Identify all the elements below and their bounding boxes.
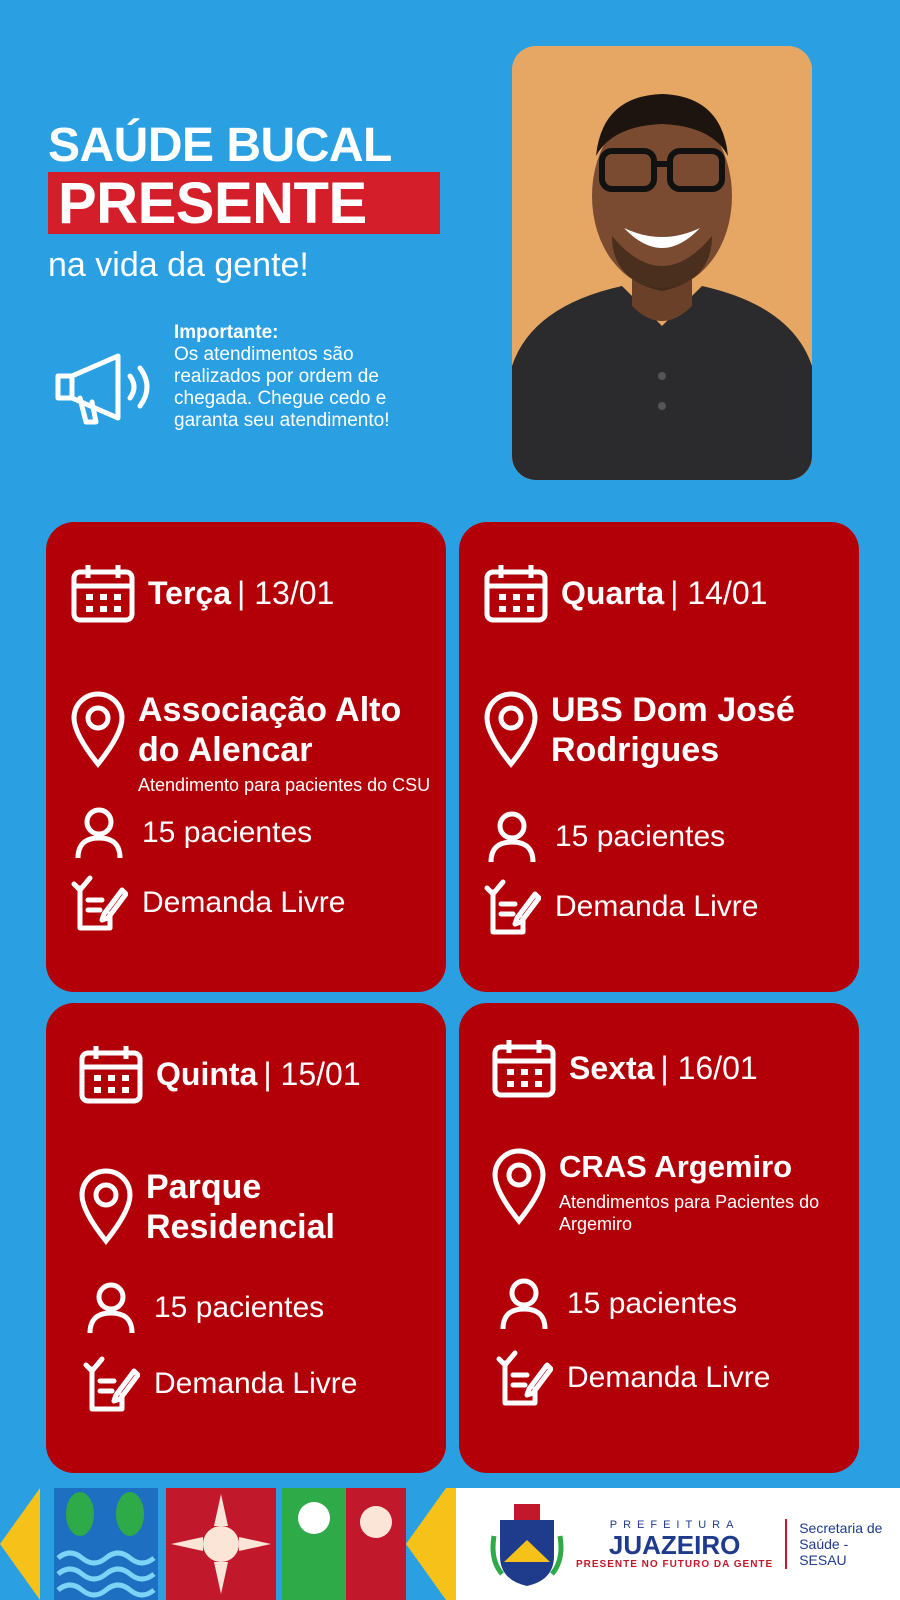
calendar-icon [70, 562, 136, 624]
schedule-card-friday [459, 1003, 859, 1473]
footer [0, 1488, 900, 1600]
place-name: CRAS Argemiro [559, 1149, 793, 1184]
demand-label: Demanda Livre [142, 886, 346, 919]
person-icon [82, 1279, 140, 1337]
city-crest-icon [490, 1500, 564, 1588]
day-label: Sexta [569, 1049, 655, 1086]
calendar-icon [483, 562, 549, 624]
checklist-icon [495, 1349, 553, 1407]
demand-label: Demanda Livre [555, 890, 759, 923]
location-pin-icon [78, 1167, 134, 1245]
person-icon [483, 808, 541, 866]
place-name: Associação Alto do Alencar [138, 691, 402, 769]
date-label: | 14/01 [670, 574, 768, 611]
checklist-icon [70, 874, 128, 932]
secretariat-label: Secretaria de Saúde - SESAU [799, 1520, 883, 1568]
day-label: Quinta [156, 1055, 258, 1092]
calendar-icon [491, 1037, 557, 1099]
schedule-card-wednesday [459, 522, 859, 992]
location-pin-icon [483, 690, 539, 768]
notice-title: Importante: [174, 322, 279, 343]
date-label: | 16/01 [660, 1049, 758, 1086]
place-name: UBS Dom José Rodrigues [551, 691, 795, 769]
checklist-icon [483, 878, 541, 936]
title-line2: PRESENTE [58, 171, 367, 236]
checklist-icon [82, 1355, 140, 1413]
title-line1: SAÚDE BUCAL [48, 119, 392, 172]
date-label: | 15/01 [263, 1055, 361, 1092]
demand-label: Demanda Livre [154, 1367, 358, 1400]
schedule-card-tuesday [46, 522, 446, 992]
decorative-pattern [0, 1488, 456, 1600]
location-pin-icon [70, 690, 126, 768]
logo-divider [785, 1519, 787, 1569]
brand-tagline: PRESENTE NO FUTURO DA GENTE [576, 1558, 774, 1570]
location-pin-icon [491, 1147, 547, 1225]
patients-count: 15 pacientes [555, 820, 726, 853]
notice-text: Os atendimentos são realizados por ordem de chegada. Chegue cedo e garanta seu atendimento! [174, 344, 390, 431]
place-subtitle: Atendimentos para Pacientes do Argemiro [559, 1192, 820, 1234]
brand-prefix: PREFEITURA [609, 1518, 740, 1531]
patients-count: 15 pacientes [142, 816, 313, 849]
schedule-card-thursday [46, 1003, 446, 1473]
day-label: Terça [148, 574, 232, 611]
day-label: Quarta [561, 574, 665, 611]
person-photo [512, 46, 812, 480]
notice-box [174, 322, 424, 432]
patients-count: 15 pacientes [154, 1291, 325, 1324]
title-line3: na vida da gente! [48, 246, 309, 284]
person-icon [70, 804, 128, 862]
megaphone-icon [50, 350, 160, 430]
brand-name: JUAZEIRO [608, 1529, 741, 1560]
demand-label: Demanda Livre [567, 1361, 771, 1394]
date-label: | 13/01 [237, 574, 335, 611]
place-name: Parque Residencial [146, 1168, 335, 1246]
patients-count: 15 pacientes [567, 1287, 738, 1320]
person-icon [495, 1275, 553, 1333]
place-subtitle: Atendimento para pacientes do CSU [138, 775, 431, 795]
calendar-icon [78, 1043, 144, 1105]
